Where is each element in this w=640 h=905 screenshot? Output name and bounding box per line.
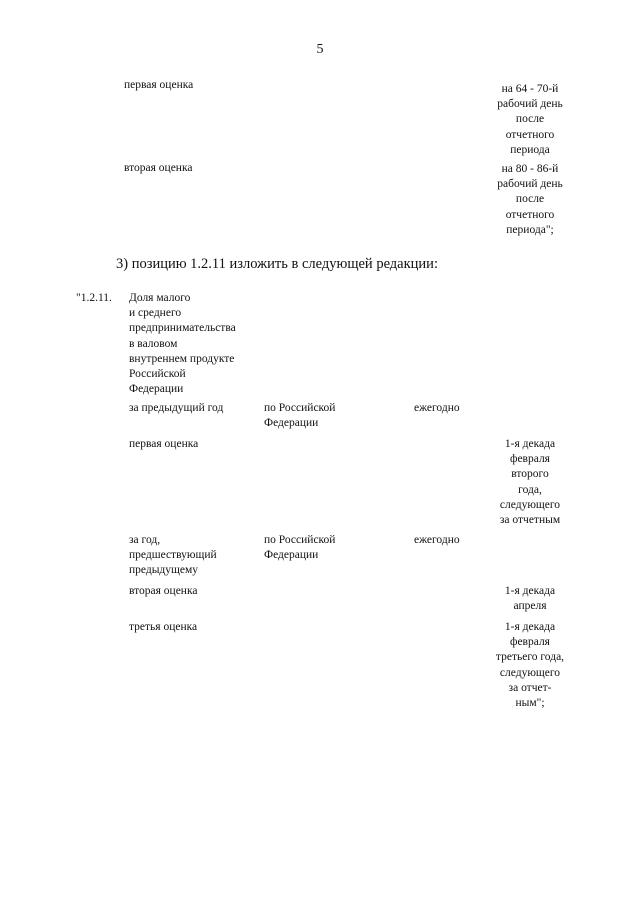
row-label: третья оценка (129, 621, 198, 633)
row-deadline: на 80 - 86-й рабочий день после отчетного периода"; (497, 163, 563, 236)
row-deadline: 1-я декада февраля третьего года, следующего за отчет- ным"; (495, 621, 565, 710)
row-label: вторая оценка (129, 585, 198, 597)
row-level: по Российской Федерации (264, 534, 336, 562)
item-number: "1.2.11. (76, 292, 112, 304)
row-deadline: 1-я декада апреля (504, 585, 556, 613)
row-label: первая оценка (124, 79, 194, 91)
page-number: 5 (316, 42, 324, 57)
row-frequency: ежегодно (414, 534, 460, 546)
row-deadline: на 64 - 70-й рабочий день после отчетного периода (497, 83, 563, 156)
row-label: за год, предшествующий предыдущему (129, 534, 217, 577)
row-label: вторая оценка (124, 162, 193, 174)
row-level: по Российской Федерации (264, 402, 336, 430)
item-title: Доля малого и среднего предпринимательства в валовом внутреннем продукте Российской Федерации (129, 292, 236, 396)
row-label: первая оценка (129, 438, 199, 450)
amendment-instruction: 3) позицию 1.2.11 изложить в следующей редакции: (116, 256, 438, 272)
row-deadline: 1-я декада февраля второго года, следующего за отчетным (499, 438, 561, 527)
row-frequency: ежегодно (414, 402, 460, 414)
row-label: за предыдущий год (129, 402, 224, 414)
